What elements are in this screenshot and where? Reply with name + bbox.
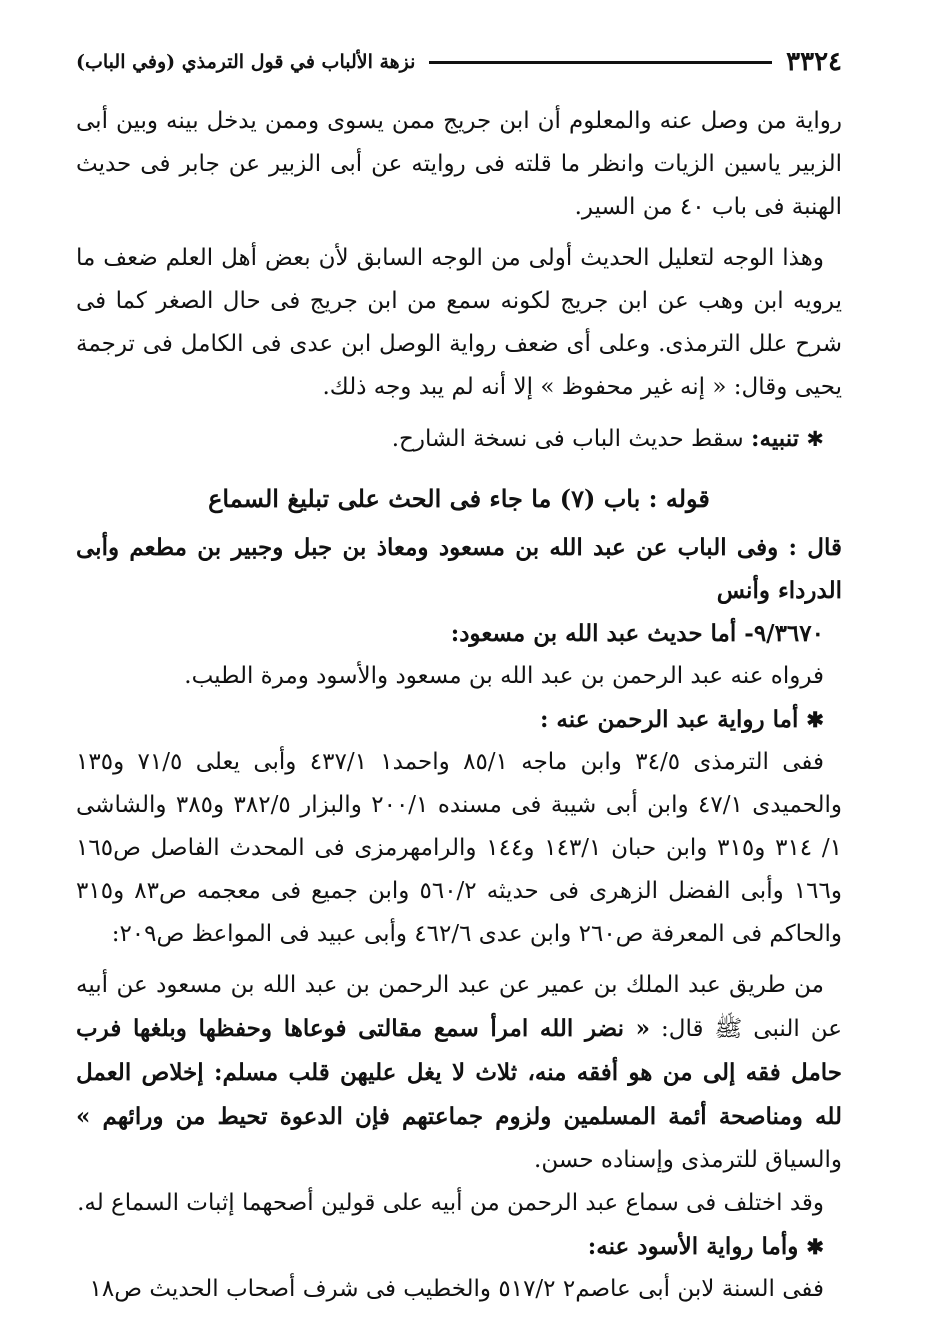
running-title: نزهة الألباب في قول الترمذي (وفي الباب) [76, 51, 416, 73]
hadith-text: « نضر الله امرأ سمع مقالتى فوعاها وحفظها وبلغها فرب حامل فقه إلى من هو أفقه منه، ثلاث لا يغل عليهن قلب مسلم: إخلاص العمل لله ومناصحة أئمة المسلمين ولزوم جماعتهم فإن الدعوة تحيط من ورائهم » [76, 1015, 842, 1130]
page-body [76, 100, 842, 1311]
paragraph-4: ففى الترمذى ٣٤/٥ وابن ماجه ٨٥/١ واحمد١ ٤٣٧/١ وأبى يعلى ٧١/٥ و١٣٥ والحميدى ٤٧/١ وابن أبى شيبة فى مسنده ٢٠٠/١ والبزار ٣٨٢/٥ و٣٨٥ والشاشى ١/ ٣١٤ و٣١٥ وابن حبان ١٤٣/١ و١٤٤ والرامهرمزى فى المحدث الفاصل ص١٦٥ و١٦٦ وأبى الفضل الزهرى فى حديثه ٥٦٠/٢ وابن جميع فى معجمه ص٨٣ و٣١٥ والحاكم فى المعرفة ص٢٦٠ وابن عدى ٤٦٢/٦ وأبى عبيد فى المواعظ ص٢٠٩: [76, 749, 843, 947]
page-header [76, 42, 842, 82]
star-bullet-icon: ✱ [806, 1234, 824, 1259]
paragraph-2: وهذا الوجه لتعليل الحديث أولى من الوجه السابق لأن بعض أهل العلم ضعف ما يرويه ابن وهب عن ابن جريج لكونه سمع من ابن جريج فى حال الصغر كما فى شرح علل الترمذى. وعلى أى ضعف رواية الوصل ابن عدى فى الكامل فى ترجمة يحيى وقال: « إنه غير محفوظ » إلا أنه لم يبد وجه ذلك. [76, 245, 842, 400]
star-bullet-icon: ✱ [806, 427, 824, 451]
paragraph-5-intro: من طريق عبد الملك بن عمير عن عبد الرحمن بن عبد الله بن مسعود عن أبيه عن النبى ﷺ قال: [76, 972, 842, 1042]
note-text: سقط حديث الباب فى نسخة الشارح. [391, 426, 744, 452]
page-number: ٣٣٢٤ [786, 47, 842, 77]
paragraph-6: وقد اختلف فى سماع عبد الرحمن من أبيه على قولين أصحهما إثبات السماع له. [77, 1190, 824, 1216]
note-label: تنبيه: [751, 425, 800, 452]
bab-statement: قال : وفى الباب عن عبد الله بن مسعود ومعاذ بن جبل وجبير بن مطعم وأبى الدرداء وأنس [76, 534, 842, 604]
subheading-2 [76, 1225, 842, 1268]
paragraph-1: رواية من وصل عنه والمعلوم أن ابن جريج ممن يسوى وممن يدخل بينه وبين أبى الزبير ياسين الزيات وانظر ما قلته فى روايته عن أبى الزبير عن جابر فى حديث الهنبة فى باب ٤٠ من السير. [76, 108, 842, 220]
subheading-2-text: وأما رواية الأسود عنه: [587, 1233, 799, 1260]
hadith-title: ٩/٣٦٧٠- أما حديث عبد الله بن مسعود: [450, 620, 824, 647]
note-line [76, 417, 842, 461]
star-bullet-icon: ✱ [806, 707, 824, 732]
paragraph-5-end: والسياق للترمذى وإسناده حسن. [534, 1147, 842, 1173]
subheading-1-text: أما رواية عبد الرحمن عنه : [539, 706, 799, 733]
chapter-heading: قوله : باب (٧) ما جاء فى الحث على تبليغ السماع [208, 484, 710, 513]
paragraph-3: فرواه عنه عبد الرحمن بن عبد الله بن مسعود والأسود ومرة الطيب. [184, 663, 824, 689]
header-rule [429, 61, 772, 64]
paragraph-5 [76, 964, 842, 1182]
subheading-1 [76, 698, 842, 741]
paragraph-7: ففى السنة لابن أبى عاصم٢ ٥١٧/٢ والخطيب فى شرف أصحاب الحديث ص١٨ [89, 1276, 824, 1302]
